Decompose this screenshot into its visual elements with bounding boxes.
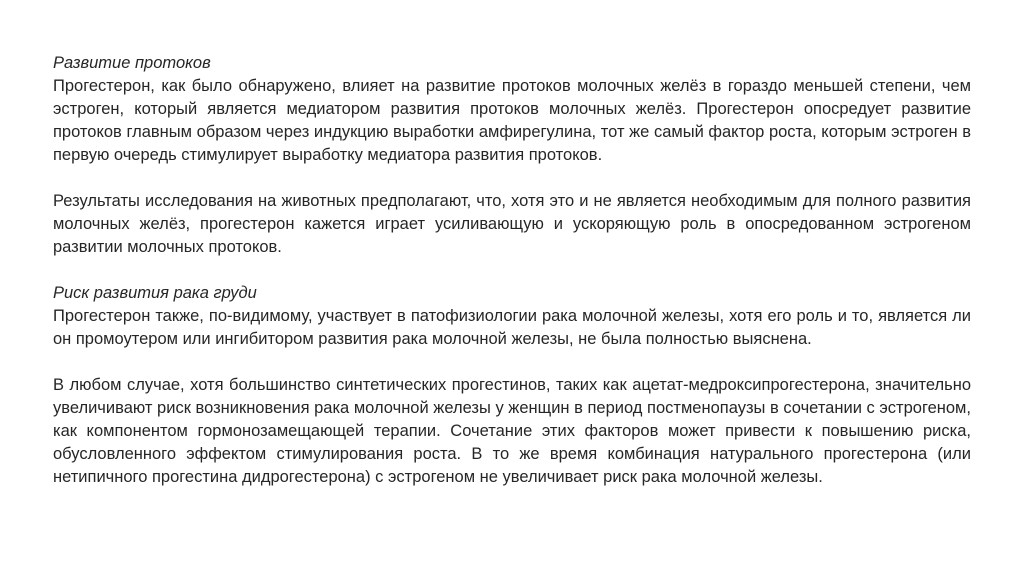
paragraph-cancer-1: Прогестерон также, по-видимому, участвует в патофизиологии рака молочной железы, хотя его роль и то, является ли он промоутером или ингибитором развития рака молочной железы, не была полностью выяснена. (53, 307, 971, 348)
paragraph-gap (53, 259, 971, 282)
section-heading-breast-cancer: Риск развития рака груди (53, 284, 257, 302)
paragraph-gap (53, 351, 971, 374)
paragraph-ducts-2: Результаты исследования на животных предполагают, что, хотя это и не является необходимым для полного развития молочных желёз, прогестерон кажется играет усиливающую и ускоряющую роль в опосредованном эстрогеном развитии молочных протоков. (53, 192, 971, 256)
section-heading-ducts: Развитие протоков (53, 54, 211, 72)
paragraph-cancer-2: В любом случае, хотя большинство синтетических прогестинов, таких как ацетат-медроксипрогестерона, значительно увеличивают риск возникновения рака молочной железы у женщин в период постменопаузы в сочетании с эстрогеном, как компонентом гормонозамещающей терапии. Сочетание этих факторов может привести к повышению риска, обусловленного эффектом стимулирования роста. В то же время комбинация натурального прогестерона (или нетипичного прогестина дидрогестерона) с эстрогеном не увеличивает риск рака молочной железы. (53, 376, 971, 486)
paragraph-gap (53, 167, 971, 190)
paragraph-ducts-1: Прогестерон, как было обнаружено, влияет на развитие протоков молочных желёз в гораздо меньшей степени, чем эстроген, который является медиатором развития протоков молочных желёз. Прогестерон опосредует развитие протоков главным образом через индукцию выработки амфирегулина, тот же самый фактор роста, которым эстроген в первую очередь стимулирует выработку медиатора развития протоков. (53, 77, 971, 164)
document-body (53, 52, 971, 489)
